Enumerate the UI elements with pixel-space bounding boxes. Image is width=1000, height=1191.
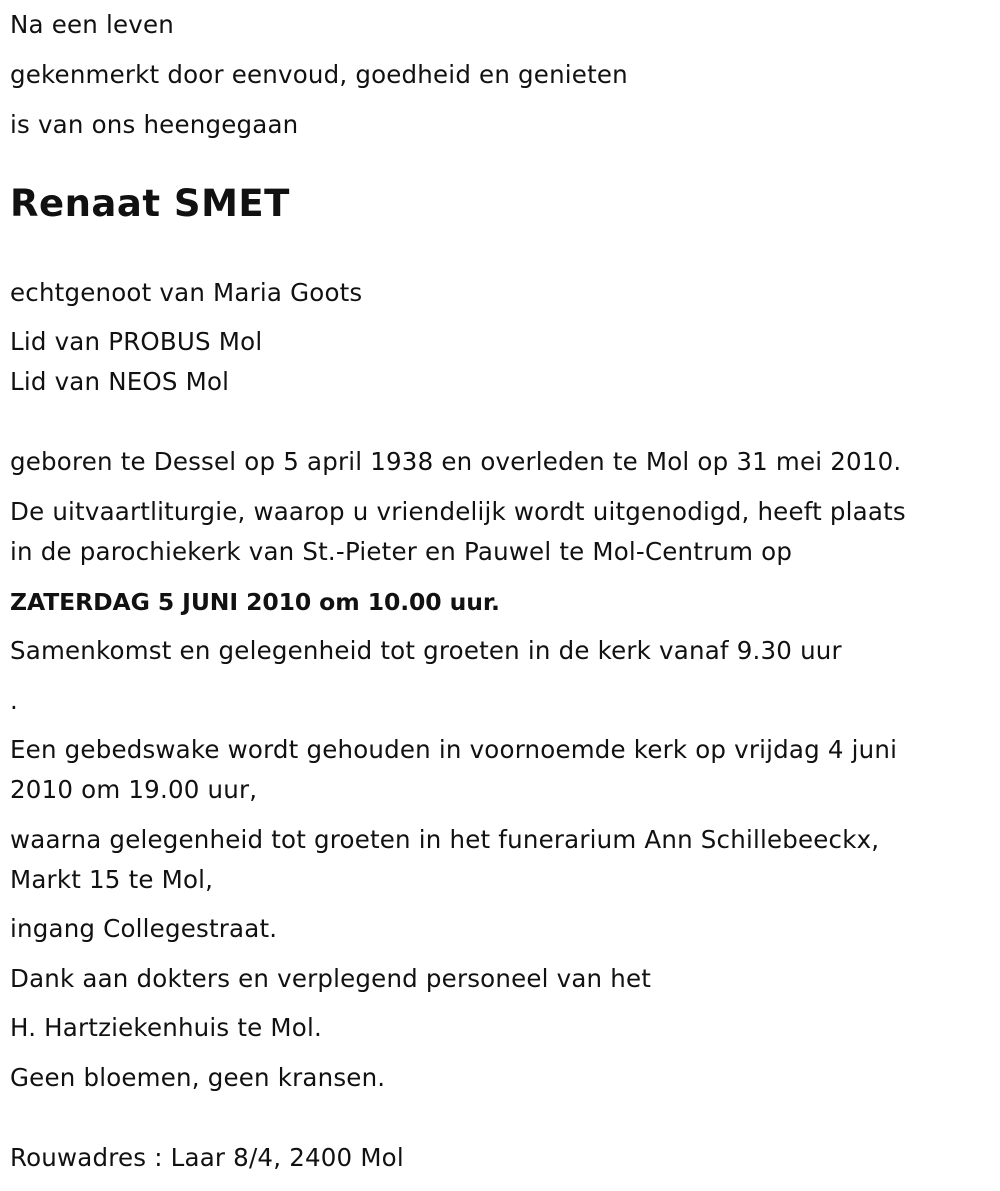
gathering-line: Samenkomst en gelegenheid tot groeten in de kerk vanaf 9.30 uur: [10, 636, 842, 665]
intro-line: Na een leven: [10, 10, 174, 39]
no-flowers-line: Geen bloemen, geen kransen.: [10, 1063, 386, 1092]
thanks-line: H. Hartziekenhuis te Mol.: [10, 1013, 322, 1042]
deceased-name: Renaat SMET: [10, 182, 290, 225]
relation-line: Lid van PROBUS Mol: [10, 327, 263, 356]
vigil-line: 2010 om 19.00 uur,: [10, 775, 258, 804]
funeral-date-time: ZATERDAG 5 JUNI 2010 om 10.00 uur.: [10, 588, 500, 616]
mourning-address: Rouwadres : Laar 8/4, 2400 Mol: [10, 1143, 404, 1172]
relation-line: echtgenoot van Maria Goots: [10, 278, 363, 307]
intro-line: is van ons heengegaan: [10, 110, 299, 139]
funeral-home-line: Markt 15 te Mol,: [10, 865, 214, 894]
relation-line: Lid van NEOS Mol: [10, 367, 230, 396]
thanks-line: Dank aan dokters en verplegend personeel van het: [10, 964, 652, 993]
liturgy-line: in de parochiekerk van St.-Pieter en Pauwel te Mol-Centrum op: [10, 537, 793, 566]
separator-dot: .: [10, 686, 18, 715]
entrance-line: ingang Collegestraat.: [10, 914, 278, 943]
birth-death-line: geboren te Dessel op 5 april 1938 en overleden te Mol op 31 mei 2010.: [10, 447, 902, 476]
funeral-home-line: waarna gelegenheid tot groeten in het funerarium Ann Schillebeeckx,: [10, 825, 880, 854]
intro-line: gekenmerkt door eenvoud, goedheid en genieten: [10, 60, 628, 89]
liturgy-line: De uitvaartliturgie, waarop u vriendelijk wordt uitgenodigd, heeft plaats: [10, 497, 906, 526]
vigil-line: Een gebedswake wordt gehouden in voornoemde kerk op vrijdag 4 juni: [10, 735, 898, 764]
